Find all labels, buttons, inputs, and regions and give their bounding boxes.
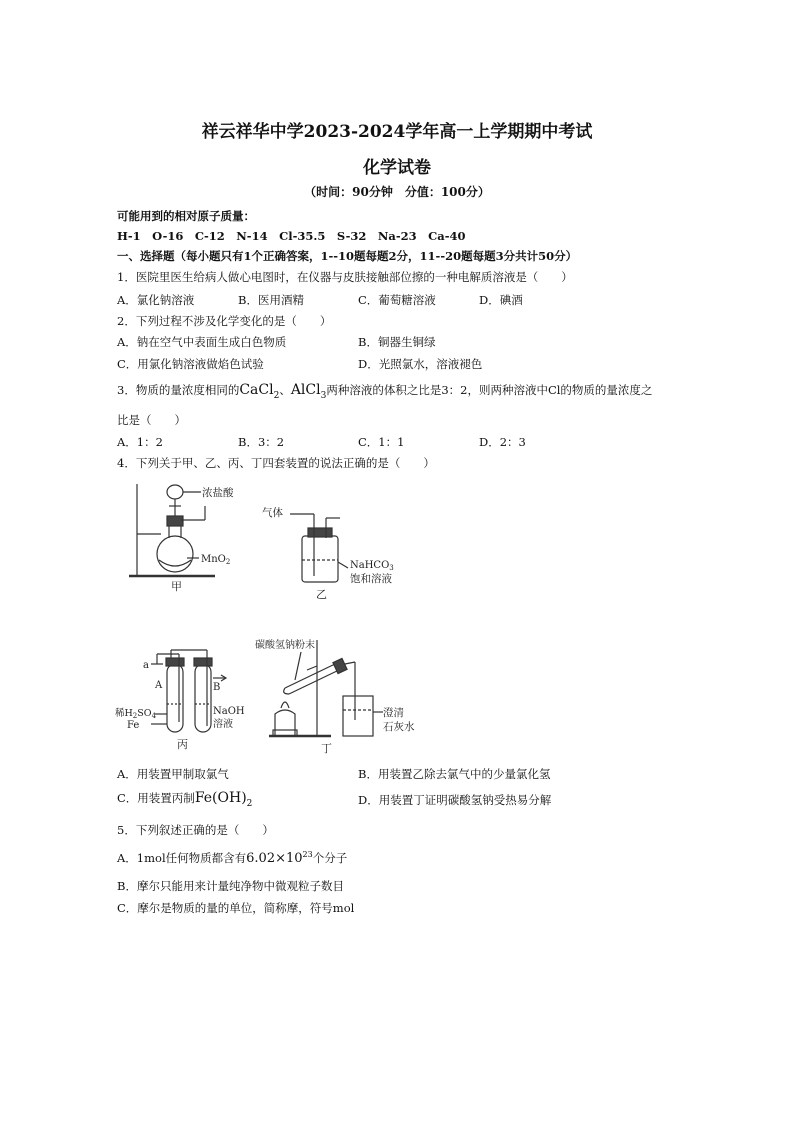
yi-solution-2: 饱和溶液 bbox=[350, 573, 392, 585]
question-5-stem: 5．下列叙述正确的是（ ） bbox=[117, 823, 274, 837]
section-heading: 一、选择题（每小题只有1个正确答案，1--10题每题2分，11--20题每题3分共计50分） bbox=[117, 249, 578, 263]
q4-option-c bbox=[117, 790, 252, 809]
q4-c-text: C．用装置丙制 bbox=[117, 791, 195, 805]
q3-formula-2-sub: 3 bbox=[320, 390, 327, 401]
exam-title: 祥云祥华中学2023-2024学年高一上学期期中考试 bbox=[201, 122, 593, 142]
bing-acid-label bbox=[115, 707, 157, 720]
q3-formula-alcl3 bbox=[290, 382, 327, 401]
q5-option-a bbox=[117, 850, 347, 866]
q2-option-a: A．钠在空气中表面生成白色物质 bbox=[117, 335, 287, 349]
q2-option-b: B．铜器生铜绿 bbox=[358, 335, 436, 349]
bing-fe-label: Fe bbox=[127, 720, 140, 731]
q4-c-sub: 2 bbox=[246, 798, 253, 809]
q3-option-c: C．1：1 bbox=[358, 435, 405, 449]
bing-acid-sub: 4 bbox=[151, 712, 157, 720]
q3-stem-pre: 3．物质的量浓度相同的 bbox=[117, 383, 240, 397]
q3-formula-cacl2 bbox=[239, 382, 280, 401]
q1-option-d: D．碘酒 bbox=[479, 293, 523, 307]
q3-formula-1-sub: 2 bbox=[273, 390, 280, 401]
bing-acid-end: SO bbox=[137, 708, 152, 719]
q5-a-text: A．1mol任何物质都含有 bbox=[117, 851, 247, 865]
yi-sol1-sub: 3 bbox=[389, 564, 394, 572]
bing-naoh-1: NaOH bbox=[213, 706, 245, 717]
q4-c-fe: Fe bbox=[194, 790, 213, 806]
q5-option-c: C．摩尔是物质的量的单位，简称摩，符号mol bbox=[117, 901, 355, 915]
bing-clip-a: a bbox=[143, 660, 149, 671]
q1-option-b: B．医用酒精 bbox=[238, 293, 304, 307]
bing-naoh-2: 溶液 bbox=[213, 719, 233, 730]
q3-stem-post: 两种溶液的体积之比是3：2，则两种溶液中Cl的物质的量浓度之 bbox=[326, 383, 653, 397]
jia-solid-label bbox=[201, 554, 230, 566]
q5-a-exponent: 23 bbox=[302, 850, 313, 860]
exam-subject: 化学试卷 bbox=[363, 158, 431, 178]
atomic-masses: H-1 O-16 C-12 N-14 Cl-35.5 S-32 Na-23 Ca-40 bbox=[117, 229, 466, 243]
apparatus-ding-diagram bbox=[255, 636, 430, 756]
q3-formula-2: AlCl bbox=[290, 382, 321, 398]
ding-powder-label: 碳酸氢钠粉末 bbox=[255, 640, 315, 651]
apparatus-bing-diagram bbox=[115, 642, 255, 752]
q4-option-b: B．用装置乙除去氯气中的少量氯化氢 bbox=[358, 767, 551, 781]
jia-solid-main: MnO bbox=[201, 554, 226, 565]
q2-option-d: D．光照氯水，溶液褪色 bbox=[358, 357, 483, 371]
bing-acid-main: 稀H bbox=[115, 708, 133, 719]
q5-option-b: B．摩尔只能用来计量纯净物中微观粒子数目 bbox=[117, 879, 344, 893]
yi-solution-1 bbox=[350, 560, 394, 572]
yi-gas-label: 气体 bbox=[262, 507, 283, 519]
question-4-stem: 4．下列关于甲、乙、丙、丁四套装置的说法正确的是（ ） bbox=[117, 456, 435, 470]
question-1-stem: 1．医院里医生给病人做心电图时，在仪器与皮肤接触部位擦的一种电解质溶液是（ ） bbox=[117, 270, 573, 284]
q1-option-c: C．葡萄糖溶液 bbox=[358, 293, 436, 307]
q4-c-oh: (OH) bbox=[212, 790, 247, 806]
yi-sol1-main: NaHCO bbox=[350, 560, 390, 571]
bing-label: 丙 bbox=[177, 738, 188, 751]
bing-tube-a: A bbox=[155, 680, 163, 691]
q4-c-formula bbox=[194, 790, 253, 809]
atomic-mass-label: 可能用到的相对原子质量： bbox=[117, 209, 255, 223]
question-3-stem-cont: 比是（ ） bbox=[117, 413, 186, 427]
q3-option-d: D．2：3 bbox=[479, 435, 526, 449]
bing-tube-b: B bbox=[213, 682, 221, 693]
q4-option-a: A．用装置甲制取氯气 bbox=[117, 767, 229, 781]
q3-formula-1: CaCl bbox=[239, 382, 274, 398]
jia-solid-sub: 2 bbox=[225, 558, 231, 566]
q4-option-d: D．用装置丁证明碳酸氢钠受热易分解 bbox=[358, 793, 552, 807]
question-3-stem bbox=[117, 382, 652, 401]
apparatus-jia-diagram bbox=[125, 476, 255, 596]
ding-label: 丁 bbox=[321, 742, 332, 755]
exam-meta: （时间：90分钟 分值：100分） bbox=[304, 185, 490, 199]
bing-acid-mid: 2 bbox=[132, 712, 138, 720]
q5-a-number: 6.02×10 bbox=[246, 851, 303, 866]
jia-acid-label: 浓盐酸 bbox=[202, 487, 234, 499]
ding-limewater-1: 澄清 bbox=[383, 707, 404, 719]
yi-label: 乙 bbox=[316, 588, 327, 601]
q2-option-c: C．用氯化钠溶液做焰色试验 bbox=[117, 357, 264, 371]
q3-option-b: B．3：2 bbox=[238, 435, 285, 449]
jia-label: 甲 bbox=[171, 580, 182, 593]
question-2-stem: 2．下列过程不涉及化学变化的是（ ） bbox=[117, 314, 332, 328]
q5-a-post: 个分子 bbox=[312, 851, 348, 865]
q3-option-a: A．1：2 bbox=[117, 435, 163, 449]
q1-option-a: A．氯化钠溶液 bbox=[117, 293, 195, 307]
q3-separator: 、 bbox=[279, 383, 291, 397]
apparatus-yi-diagram bbox=[260, 506, 420, 601]
ding-limewater-2: 石灰水 bbox=[383, 721, 415, 733]
